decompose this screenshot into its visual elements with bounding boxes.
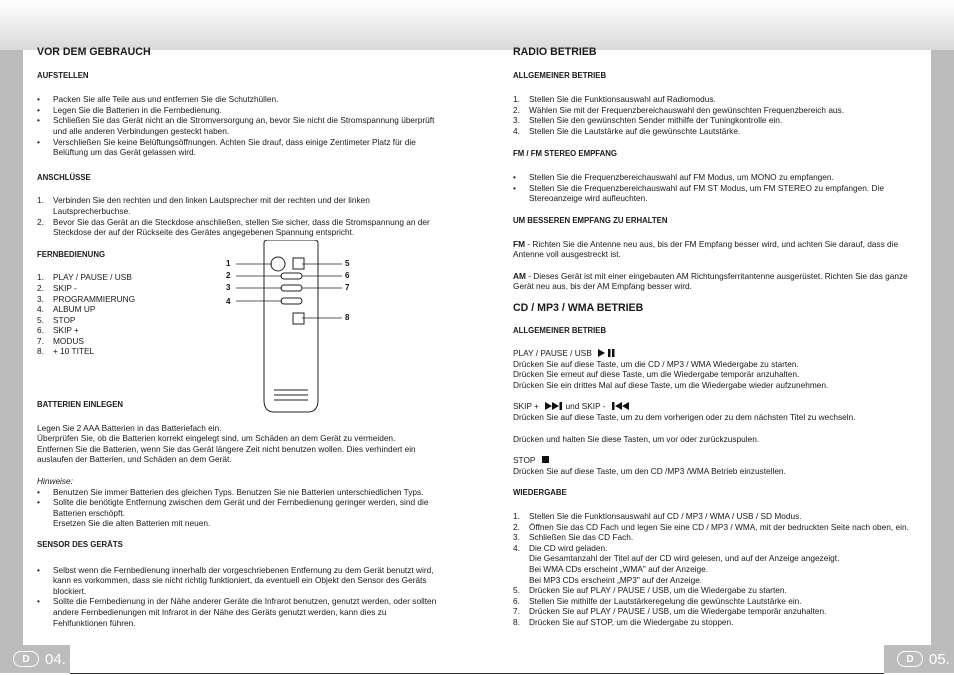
section-title: VOR DEM GEBRAUCH: [37, 46, 151, 58]
list-item: 4. Die CD wird geladen. Die Gesamtanzahl der Titel auf der CD wird gelesen, und auf der Anzeige angezeigt. Bei WMA CDs erscheint „WMA" auf der Anzeige. Bei MP3 CDs erscheint „MP3" auf der Anzeige.: [513, 542, 840, 585]
list-item: 8. Drücken Sie auf STOP, um die Wiedergabe zu stoppen.: [513, 616, 734, 627]
anschluesse-heading: ANSCHLÜSSE: [37, 172, 91, 182]
remote-control-diagram: [226, 240, 356, 420]
wiedergabe-list: [513, 511, 921, 628]
batterien-text: Überprüfen Sie, ob die Batterien korrekt eingelegt sind, um Schäden an dem Gerät zu vermeiden.: [37, 433, 396, 444]
callout-6: 6: [345, 271, 350, 280]
sensor-list: [37, 565, 437, 629]
skip-label: SKIP + und SKIP -: [513, 401, 921, 412]
skip-text: Drücken Sie auf diese Taste, um zu dem vorherigen oder zu dem nächsten Titel zu wechseln.: [513, 412, 856, 423]
play-pause-icon: [598, 349, 616, 357]
skip-forward-icon: [545, 402, 563, 410]
list-item: 6. Stellen Sie mithilfe der Lautstärkeregelung die gewünschte Lautstärke ein.: [513, 595, 802, 606]
list-item: 5. Drücken Sie auf PLAY / PAUSE / USB, um die Wiedergabe zu starten.: [513, 585, 787, 596]
footer-rule: [70, 673, 884, 674]
list-item: • Stellen Sie die Frequenzbereichauswahl auf FM Modus, um MONO zu empfangen.: [513, 172, 834, 183]
stop-label: STOP: [513, 455, 921, 466]
list-item: 4. Stellen Sie die Lautstärke auf die gewünschte Lautstärke.: [513, 125, 741, 136]
radio-title: RADIO BETRIEB: [513, 46, 597, 58]
list-item: 2. Wählen Sie mit der Frequenzbereichauswahl den gewünschten Frequenzbereich aus.: [513, 104, 845, 115]
header-band: [0, 0, 954, 50]
stop-text: Drücken Sie auf diese Taste, um den CD /MP3 /WMA Betrieb einzustellen.: [513, 465, 786, 476]
hint-list: [37, 487, 437, 529]
list-item: 3. Stellen Sie den gewünschten Sender mithilfe der Tuningkontrolle ein.: [513, 115, 783, 126]
list-item: 2. Öffnen Sie das CD Fach und legen Sie eine CD / MP3 / WMA, mit der bedruckten Seite nach oben, ein.: [513, 521, 909, 532]
sensor-heading: SENSOR DES GERÄTS: [37, 540, 123, 549]
list-item: 4. ALBUM UP: [37, 304, 96, 315]
list-item: • Verschließen Sie keine Belüftungsöffnungen. Achten Sie drauf, dass einige Zentimeter Platz für die Belüftung um das Gerät gelassen wird.: [37, 136, 416, 158]
stop-icon: [542, 456, 550, 464]
list-item: • Packen Sie alle Teile aus und entfernen Sie die Schutzhüllen.: [37, 94, 279, 105]
skip-back-icon: [612, 402, 630, 410]
hint-label: Hinweise:: [37, 476, 73, 487]
list-item: 2. SKIP -: [37, 282, 77, 293]
page-number-text: 05.: [929, 650, 950, 668]
list-item: 6. SKIP +: [37, 325, 79, 336]
list-item: 3. Schließen Sie das CD Fach.: [513, 532, 634, 543]
right-margin-bar: [931, 50, 954, 645]
list-item: 1. Stellen Sie die Funktionsauswahl auf CD / MP3 / WMA / USB / SD Modus.: [513, 511, 802, 522]
list-item: 3. PROGRAMMIERUNG: [37, 293, 136, 304]
cd-title: CD / MP3 / WMA BETRIEB: [513, 301, 644, 314]
hold-text: Drücken und halten Sie diese Tasten, um vor oder zurückzuspulen.: [513, 433, 760, 444]
batterien-text: Legen Sie 2 AAA Batterien in das Batteriefach ein.: [37, 422, 222, 433]
list-item: 1. Stellen Sie die Funktionsauswahl auf Radiomodus.: [513, 94, 716, 105]
language-badge: D: [897, 651, 923, 667]
list-item: 2. Bevor Sie das Gerät an die Steckdose anschließen, stellen Sie sicher, dass die Stromspannung an der Steckdose der auf der Rückseite des Gerätes angegebenen Spannung entspricht.: [37, 216, 430, 238]
am-tip: AM - Dieses Gerät ist mit einer eingebauten AM Richtungsferritantenne ausgerüstet. Richten Sie das ganze Gerät neu aus, bis der AM Empfang besser wird.: [513, 270, 908, 292]
list-item: • Legen Sie die Batterien in die Fernbedienung.: [37, 104, 222, 115]
callout-4: 4: [226, 297, 231, 306]
page-number-left: [0, 645, 70, 673]
play-text: Drücken Sie erneut auf diese Taste, um die Wiedergabe temporär anzuhalten.: [513, 369, 800, 380]
callout-1: 1: [226, 259, 231, 268]
anschluesse-list: [37, 195, 437, 237]
list-item: • Sollte die benötigte Entfernung zwischen dem Gerät und der Fernbedienung geringer werden, sind die Batterien erschöpft. Ersetzen Sie die alten Batterien mit neuen.: [37, 497, 429, 529]
allgemein-heading: ALLGEMEINER BETRIEB: [513, 70, 607, 80]
play-text: Drücken Sie ein drittes Mal auf diese Taste, um die Wiedergabe wieder aufzunehmen.: [513, 379, 829, 390]
callout-2: 2: [226, 271, 231, 280]
list-item: 1. PLAY / PAUSE / USB: [37, 272, 132, 283]
fernbedienung-heading: FERNBEDIENUNG: [37, 249, 106, 259]
list-item: 7. Drücken Sie auf PLAY / PAUSE / USB, um die Wiedergabe temporär anzuhalten.: [513, 606, 827, 617]
list-item: 1. Verbinden Sie den rechten und den linken Lautsprecher mit der rechten und der linken Lautsprecherbuchse.: [37, 195, 370, 216]
list-item: 5. STOP: [37, 314, 76, 325]
list-item: 7. MODUS: [37, 335, 84, 346]
batterien-heading: BATTERIEN EINLEGEN: [37, 400, 124, 410]
play-label: PLAY / PAUSE / USB: [513, 348, 921, 359]
list-item: • Benutzen Sie immer Batterien des gleichen Typs. Benutzen Sie nie Batterien unterschiedlichen Typs.: [37, 486, 424, 497]
right-column: [513, 47, 921, 628]
callout-5: 5: [345, 259, 350, 268]
aufstellen-heading: AUFSTELLEN: [37, 70, 89, 80]
play-text: Drücken Sie auf diese Taste, um die CD / MP3 / WMA Wiedergabe zu starten.: [513, 358, 799, 369]
list-item: • Schließen Sie das Gerät nicht an die Stromversorgung an, bevor Sie nicht die Stromspannung überprüft und alle anderen Verbindungen gesteckt haben.: [37, 115, 435, 136]
empfang-heading: UM BESSEREN EMPFANG ZU ERHALTEN: [513, 215, 668, 225]
callout-7: 7: [345, 283, 350, 292]
fm-list: [513, 172, 921, 204]
callout-3: 3: [226, 283, 231, 292]
remote-body: [264, 240, 318, 412]
language-badge: D: [13, 651, 39, 667]
fm-heading: FM / FM STEREO EMPFANG: [513, 148, 617, 158]
callout-8: 8: [345, 313, 350, 322]
cd-allgemein-heading: ALLGEMEINER BETRIEB: [513, 325, 607, 335]
wiedergabe-heading: WIEDERGABE: [513, 488, 567, 498]
list-item: • Stellen Sie die Frequenzbereichauswahl auf FM ST Modus, um FM STEREO zu empfangen. Die Stereoanzeige wird aufleuchten.: [513, 182, 884, 204]
left-margin-bar: [0, 50, 23, 645]
page-number-text: 04.: [45, 650, 66, 668]
fm-tip: FM - Richten Sie die Antenne neu aus, bis der FM Empfang besser wird, und achten Sie darauf, dass die Antenne voll ausgestreckt ist.: [513, 238, 899, 260]
aufstellen-list: [37, 94, 437, 158]
batterien-text: Entfernen Sie die Batterien, wenn Sie das Gerät längere Zeit nicht benutzen wollen. Dies verhindert ein auslaufen der Batterien, und Schäden an dem Gerät.: [37, 443, 416, 465]
page-number-right: [884, 645, 954, 673]
list-item: • Selbst wenn die Fernbedienung innerhalb der vorgeschriebenen Entfernung zu dem Gerät benutzt wird, kann es vorkommen, dass sie nicht richtig funktioniert, da eventuell ein Objekt den Sensor des Geräts blockiert.: [37, 564, 434, 596]
list-item: • Sollte die Fernbedienung in der Nähe anderer Geräte die Infrarot benutzen, genutzt werden, oder sollten andere Fernbedienungen mit Infrarot in der Nähe des Geräts genutzt werden, kann dies zu Fehlfunktionen führen.: [37, 596, 437, 628]
allgemein-list: [513, 94, 921, 136]
list-item: 8. + 10 TITEL: [37, 346, 95, 357]
